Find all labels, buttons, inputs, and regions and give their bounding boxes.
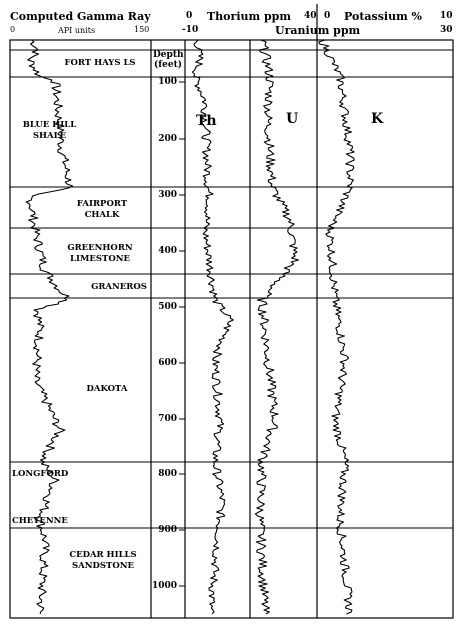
uranium-track-label: U <box>286 111 299 127</box>
depth-tick-label: 700 <box>158 414 177 424</box>
formation-label-longford <box>12 470 72 479</box>
formation-label-greenhorn <box>60 243 140 265</box>
depth-tick-label: 300 <box>158 190 177 200</box>
depth-tick-label: 400 <box>158 246 177 256</box>
depth-tick-label: 500 <box>158 302 177 312</box>
formation-label-line: BLUE HILL <box>22 120 77 130</box>
formation-label-line: CHEYENNE <box>12 516 68 526</box>
grid-frame <box>10 4 453 618</box>
depth-tick-label: 900 <box>158 525 177 535</box>
depth-tick-label: 1000 <box>151 581 177 591</box>
uranium-max-label: 30 <box>440 25 453 35</box>
formation-label-cedar-hills <box>58 550 148 572</box>
formation-label-line: LIMESTONE <box>70 254 130 264</box>
formation-label-dakota <box>82 385 132 394</box>
potassium-min-label: 0 <box>324 11 331 21</box>
depth-tick-label: 800 <box>158 469 177 479</box>
thorium-track-label: Th <box>196 113 217 129</box>
potassium-max-label: 10 <box>440 11 453 21</box>
gamma-units-label: API units <box>58 26 96 35</box>
formation-label-graneros <box>88 283 150 292</box>
formation-label-line: SHALE <box>32 131 67 141</box>
formation-label-line: LONGFORD <box>12 469 69 479</box>
formation-label-line: GRANEROS <box>91 282 147 292</box>
uranium-title: Uranium ppm <box>275 24 361 37</box>
formation-label-line: CEDAR HILLS <box>69 550 137 560</box>
depth-header <box>153 50 183 70</box>
depth-tick-label: 600 <box>158 358 177 368</box>
formation-label-cheyenne <box>12 517 72 526</box>
depth-tick-label: 100 <box>158 77 177 87</box>
depth-tick-label: 200 <box>158 134 177 144</box>
formation-label-line: GREENHORN <box>67 243 133 253</box>
formation-label-line: DAKOTA <box>86 384 128 394</box>
depth-header-line: Depth <box>153 50 184 60</box>
formation-label-line: CHALK <box>84 210 120 220</box>
formation-label-line: FAIRPORT <box>76 199 128 209</box>
depth-ticks <box>179 82 185 586</box>
formation-label-fort-hays <box>50 59 150 68</box>
potassium-track-label: K <box>371 111 384 127</box>
gamma-ray-title: Computed Gamma Ray <box>10 10 151 23</box>
thorium-title: Thorium ppm <box>207 10 291 23</box>
gamma-max-label: 150 <box>134 25 150 34</box>
depth-header-units: (feet) <box>154 60 182 70</box>
formation-label-line: SANDSTONE <box>72 561 134 571</box>
thorium-max-label: 40 <box>304 11 317 21</box>
uranium-min-label: -10 <box>182 25 199 35</box>
thorium-min-label: 0 <box>186 11 193 21</box>
formation-label-line: FORT HAYS LS <box>64 58 136 68</box>
formation-label-blue-hill <box>12 120 87 142</box>
formation-label-fairport <box>72 199 132 221</box>
gamma-min-label: 0 <box>10 25 16 34</box>
potassium-title: Potassium % <box>344 10 423 23</box>
